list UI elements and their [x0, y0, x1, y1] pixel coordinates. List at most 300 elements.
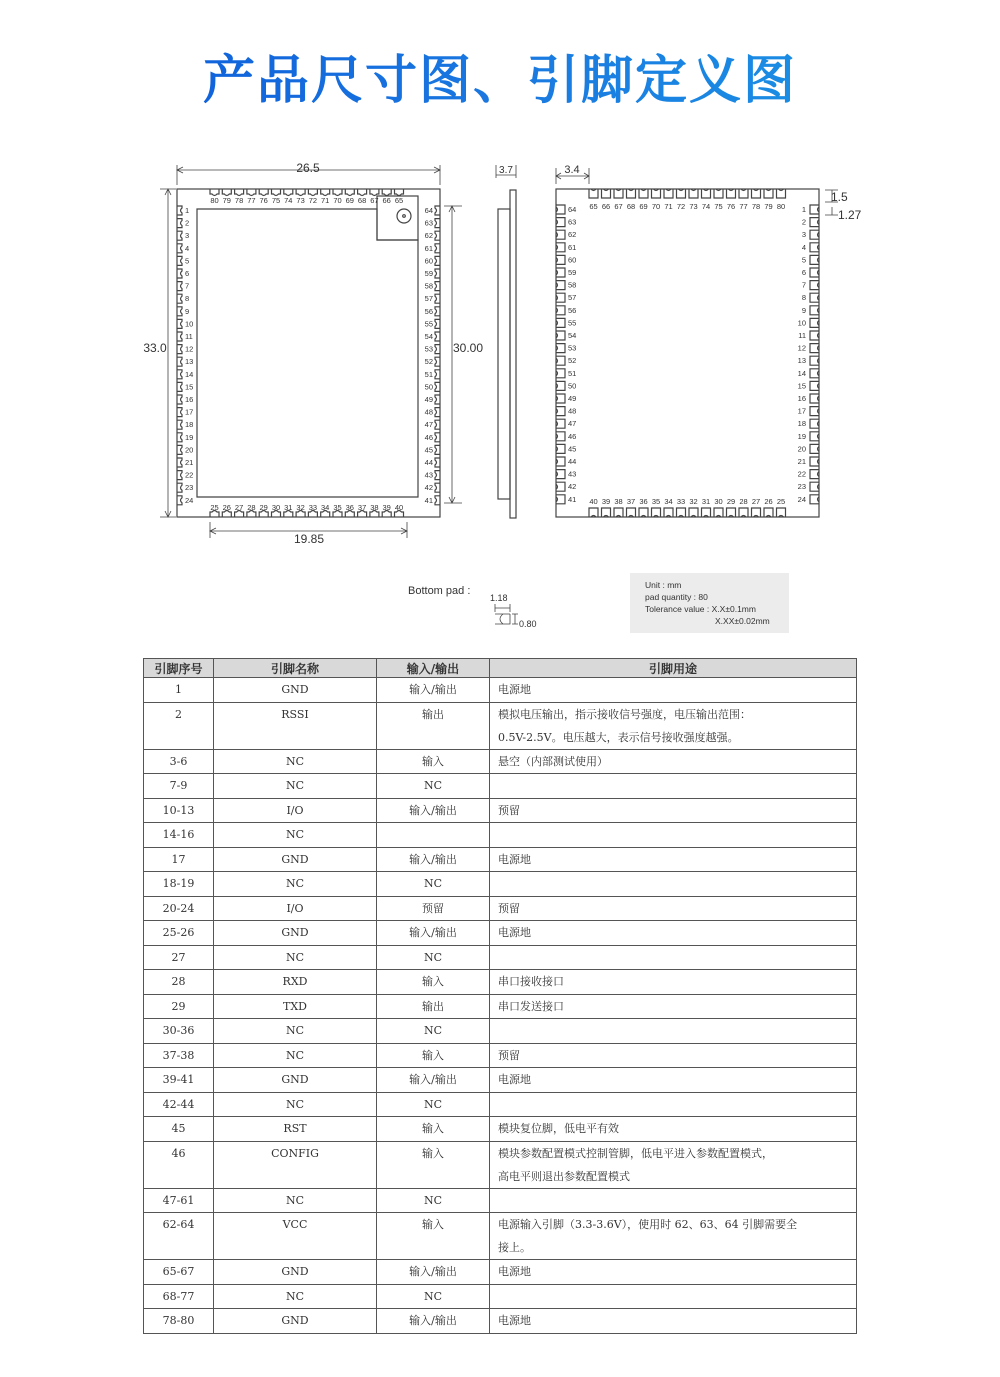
pad-height-dim: 0.80 [519, 619, 537, 629]
pin-label: 10 [797, 318, 806, 328]
pin-label: 70 [651, 202, 661, 211]
pin-label: 57 [424, 294, 433, 304]
tolerance-text-1: Tolerance value : X.X±0.1mm [645, 604, 756, 614]
height-dimension: 33.0 [143, 341, 167, 355]
table-row [144, 847, 857, 872]
usage-line-2: 接上。 [498, 1241, 531, 1254]
pin-label: 33 [308, 503, 318, 512]
pin-usage-cell [490, 1260, 857, 1285]
pin-label: 24 [185, 495, 194, 505]
pin-usage-cell [490, 798, 857, 823]
pin-usage-cell [490, 1188, 857, 1213]
pin-label: 29 [259, 503, 268, 512]
pin-label: 60 [424, 256, 433, 266]
pin-label: 13 [185, 357, 194, 367]
dimension-lines [160, 165, 838, 538]
pin-label: 80 [776, 202, 786, 211]
pin-label: 37 [626, 497, 636, 506]
pin-io-cell: NC [377, 774, 490, 799]
table-row [144, 994, 857, 1019]
pin-name-cell: GND [214, 1260, 377, 1285]
pin-io-cell: 输入 [377, 1141, 490, 1188]
pin-label: 53 [568, 343, 577, 353]
pin-usage-cell [490, 1092, 857, 1117]
pin-label: 71 [664, 202, 673, 211]
pin-label: 74 [284, 196, 293, 205]
table-row [144, 1260, 857, 1285]
pin-label: 15 [797, 381, 806, 391]
tolerance-text-2: X.XX±0.02mm [715, 616, 770, 626]
pin-label: 72 [676, 202, 686, 211]
side-view-drawing [498, 190, 516, 518]
pin-label: 21 [185, 458, 194, 467]
pin-label: 35 [333, 503, 342, 512]
pin-label: 50 [568, 381, 577, 391]
usage-line-1: 预留 [498, 1048, 520, 1062]
pin-name-cell: NC [214, 1092, 377, 1117]
pin-label: 77 [247, 196, 256, 205]
pin-label: 35 [651, 497, 661, 506]
pin-label: 36 [345, 503, 354, 512]
usage-line-1: 悬空（内部测试使用） [498, 754, 608, 768]
table-row [144, 749, 857, 774]
pin-label: 57 [568, 293, 577, 303]
pin-label: 68 [626, 202, 636, 211]
table-row [144, 823, 857, 848]
pin-label: 73 [296, 196, 305, 205]
pin-label: 27 [751, 497, 761, 506]
pin-label: 63 [424, 218, 433, 228]
pin-label: 52 [424, 357, 433, 367]
pin-io-cell: 输入/输出 [377, 1309, 490, 1334]
pin-label: 16 [797, 394, 806, 403]
pin-label: 30 [271, 503, 281, 512]
pin-usage-cell [490, 945, 857, 970]
pin-name-cell: VCC [214, 1213, 377, 1260]
pin-label: 46 [568, 431, 577, 441]
usage-line-1: 串口发送接口 [498, 999, 564, 1013]
pin-definition-table [143, 658, 857, 1334]
table-row [144, 774, 857, 799]
pin-name-cell: RST [214, 1117, 377, 1142]
pin-name-cell: NC [214, 749, 377, 774]
pin-name-cell: CONFIG [214, 1141, 377, 1188]
table-row [144, 1213, 857, 1260]
pin-usage-cell [490, 774, 857, 799]
pin-label: 72 [308, 196, 318, 205]
pin-label: 59 [568, 268, 577, 277]
pin-label: 20 [797, 444, 806, 454]
pin-no-cell: 20-24 [144, 896, 214, 921]
pin-io-cell: 输出 [377, 702, 490, 749]
pin-label: 9 [185, 306, 190, 316]
pin-label: 21 [797, 457, 806, 466]
table-row [144, 1092, 857, 1117]
pin-name-cell: RSSI [214, 702, 377, 749]
table-row [144, 970, 857, 995]
pin-label: 6 [801, 268, 806, 277]
pin-name-cell: GND [214, 847, 377, 872]
pin-no-cell: 14-16 [144, 823, 214, 848]
pin-name-cell: GND [214, 678, 377, 703]
pin-name-cell: NC [214, 945, 377, 970]
pin-label: 54 [568, 331, 577, 340]
pin-label: 64 [424, 206, 433, 215]
pin-no-cell: 47-61 [144, 1188, 214, 1213]
pin-label: 65 [589, 202, 598, 211]
usage-line-2: 高电平则退出参数配置模式 [498, 1169, 630, 1183]
header-io: 输入/输出 [377, 659, 490, 678]
table-row [144, 1117, 857, 1142]
pin-label: 34 [664, 497, 673, 506]
pin-label: 8 [185, 294, 190, 304]
table-row [144, 896, 857, 921]
pin-label: 29 [726, 497, 736, 506]
table-row [144, 921, 857, 946]
pin-label: 8 [801, 293, 806, 303]
pin-label: 23 [185, 483, 194, 493]
pin-label: 25 [776, 497, 786, 506]
pin-label: 61 [568, 242, 577, 252]
pin-label: 32 [296, 503, 305, 512]
pin-io-cell: NC [377, 1188, 490, 1213]
pin-no-cell: 27 [144, 945, 214, 970]
pin-usage-cell [490, 1117, 857, 1142]
pin-usage-cell [490, 896, 857, 921]
pin-name-cell: GND [214, 1068, 377, 1093]
pin-name-cell: GND [214, 921, 377, 946]
pin-label: 10 [185, 319, 194, 329]
pin-label: 17 [185, 407, 194, 417]
pin-label: 69 [345, 196, 354, 205]
pin-label: 71 [321, 196, 330, 205]
pin-label: 63 [568, 217, 577, 227]
pitch-dimension: 1.27 [838, 208, 862, 222]
pin-label: 75 [271, 196, 281, 205]
usage-line-1: 串口接收接口 [498, 975, 564, 988]
pin-label: 18 [797, 419, 806, 429]
pin-name-cell: I/O [214, 896, 377, 921]
bottom-span-dimension: 19.85 [293, 532, 325, 546]
usage-line-1: 电源地 [498, 683, 531, 696]
inner-height-dimension: 30.00 [452, 341, 484, 355]
pin-label: 20 [185, 445, 194, 455]
table-row [144, 702, 857, 749]
pin-name-cell: NC [214, 1043, 377, 1068]
pin-usage-cell [490, 970, 857, 995]
pin-usage-cell [490, 823, 857, 848]
pin-label: 2 [801, 217, 806, 227]
pin-label: 58 [424, 281, 433, 291]
pin-name-cell: NC [214, 774, 377, 799]
pin-label: 31 [701, 497, 711, 506]
pin-label: 37 [357, 503, 367, 512]
pin-label: 5 [185, 256, 190, 266]
pin-label: 52 [568, 356, 577, 366]
pin-label: 18 [185, 420, 194, 430]
pin-label: 40 [394, 503, 404, 512]
pin-name-cell: NC [214, 1019, 377, 1044]
pin-label: 3 [801, 230, 806, 240]
pin-label: 40 [589, 497, 598, 506]
pin-no-cell: 39-41 [144, 1068, 214, 1093]
pin-label: 75 [714, 202, 723, 211]
pin-io-cell: NC [377, 945, 490, 970]
pin-io-cell: 输入 [377, 1117, 490, 1142]
pin-io-cell: 输入/输出 [377, 798, 490, 823]
usage-line-1: 电源地 [498, 926, 531, 939]
pin-label: 58 [568, 280, 577, 290]
pin-label: 22 [797, 469, 806, 479]
pin-no-cell: 18-19 [144, 872, 214, 897]
usage-line-1: 电源输入引脚（3.3-3.6V），使用时 62、63、64 引脚需要全 [498, 1218, 798, 1231]
pin-usage-cell [490, 847, 857, 872]
pin-label: 62 [424, 231, 433, 241]
pin-label: 44 [568, 457, 577, 466]
pin-label: 31 [284, 503, 293, 512]
pin-usage-cell [490, 994, 857, 1019]
pin-label: 54 [424, 332, 433, 341]
pin-label: 53 [424, 344, 433, 354]
pin-label: 1 [185, 206, 190, 215]
table-row [144, 1068, 857, 1093]
table-row [144, 798, 857, 823]
pin-no-cell: 68-77 [144, 1284, 214, 1309]
pin-label: 78 [234, 196, 244, 205]
pin-label: 55 [424, 319, 433, 329]
pin-usage-cell [490, 921, 857, 946]
pin-name-cell: NC [214, 872, 377, 897]
pin-label: 79 [222, 196, 231, 205]
spec-info-box [630, 573, 789, 633]
pin-no-cell: 46 [144, 1141, 214, 1188]
usage-line-1: 预留 [498, 803, 520, 817]
pin-label: 65 [394, 196, 404, 205]
pin-io-cell: 输出 [377, 994, 490, 1019]
pin-no-cell: 78-80 [144, 1309, 214, 1334]
pin-label: 4 [185, 243, 190, 253]
pin-io-cell: NC [377, 1092, 490, 1117]
pin-no-cell: 65-67 [144, 1260, 214, 1285]
pin-label: 28 [739, 497, 748, 506]
pin-label: 51 [568, 368, 577, 378]
pin-label: 50 [424, 382, 433, 392]
pin-label: 43 [424, 470, 433, 480]
usage-line-2: 0.5V-2.5V。电压越大，表示信号接收强度越强。 [498, 730, 739, 744]
pin-label: 23 [797, 482, 806, 492]
pin-usage-cell [490, 749, 857, 774]
top-view-drawing [177, 189, 440, 517]
pin-label: 26 [222, 503, 231, 512]
pin-label: 34 [321, 503, 330, 512]
pin-label: 38 [370, 503, 379, 512]
pin-usage-cell [490, 702, 857, 749]
pin-no-cell: 28 [144, 970, 214, 995]
pin-no-cell: 17 [144, 847, 214, 872]
pin-label: 43 [568, 469, 577, 479]
pin-label: 49 [424, 395, 433, 404]
pad-edge-dimension: 1.5 [831, 190, 848, 204]
pin-label: 19 [185, 432, 194, 442]
pin-label: 70 [333, 196, 342, 205]
pin-name-cell: NC [214, 1284, 377, 1309]
pin-label: 47 [424, 420, 433, 430]
header-usage: 引脚用途 [490, 659, 857, 678]
pin-label: 60 [568, 255, 577, 265]
pin-label: 26 [764, 497, 773, 506]
usage-line-1: 预留 [498, 901, 520, 915]
pin-io-cell: 输入 [377, 749, 490, 774]
pin-label: 7 [801, 280, 806, 290]
usage-line-1: 模块参数配置模式控制管脚，低电平进入参数配置模式， [498, 1146, 773, 1160]
pin-label: 45 [568, 444, 577, 454]
pin-name-cell: NC [214, 1188, 377, 1213]
table-row [144, 1284, 857, 1309]
pin-label: 67 [614, 202, 623, 211]
pin-label: 12 [185, 344, 194, 354]
pin-io-cell: 预留 [377, 896, 490, 921]
pin-usage-cell [490, 872, 857, 897]
usage-line-1: 电源地 [498, 852, 531, 866]
pin-label: 14 [185, 369, 194, 379]
pin-label: 44 [424, 458, 433, 467]
table-header-row [144, 659, 857, 678]
header-pin-no: 引脚序号 [144, 659, 214, 678]
pin-io-cell: 输入/输出 [377, 1068, 490, 1093]
pin-label: 24 [797, 494, 806, 504]
pin-label: 3 [185, 231, 190, 241]
pin-io-cell: 输入/输出 [377, 921, 490, 946]
header-pin-name: 引脚名称 [214, 659, 377, 678]
pin-no-cell: 10-13 [144, 798, 214, 823]
pin-label: 67 [370, 196, 379, 205]
pin-usage-cell [490, 1068, 857, 1093]
table-row [144, 1188, 857, 1213]
pin-label: 16 [185, 395, 194, 404]
pin-io-cell: 输入/输出 [377, 847, 490, 872]
pin-name-cell: GND [214, 1309, 377, 1334]
pin-no-cell: 25-26 [144, 921, 214, 946]
page-title: 产品尺寸图、引脚定义图 [0, 38, 1000, 113]
pin-usage-cell [490, 1284, 857, 1309]
pin-label: 74 [701, 202, 711, 211]
dimension-drawing [0, 150, 1000, 570]
unit-text: Unit : mm [645, 580, 682, 590]
pin-label: 66 [601, 202, 611, 211]
pin-label: 15 [185, 382, 194, 392]
pin-label: 42 [424, 483, 433, 493]
table-row [144, 945, 857, 970]
pin-label: 48 [568, 406, 577, 416]
pin-label: 61 [424, 243, 433, 253]
pin-label: 25 [210, 503, 219, 512]
pin-label: 28 [247, 503, 256, 512]
pin-label: 55 [568, 318, 577, 328]
pin-label: 1 [801, 205, 806, 214]
bottom-view-drawing [556, 189, 819, 517]
table-row [144, 1043, 857, 1068]
thickness-dimension: 3.7 [499, 165, 513, 176]
pin-label: 36 [639, 497, 648, 506]
table-row [144, 1309, 857, 1334]
table-row [144, 872, 857, 897]
pin-label: 69 [639, 202, 648, 211]
pin-io-cell: 输入 [377, 970, 490, 995]
usage-line-1: 模拟电压输出，指示接收信号强度，电压输出范围： [498, 707, 751, 721]
pin-label: 33 [676, 497, 686, 506]
pin-label: 38 [614, 497, 623, 506]
pin-label: 30 [714, 497, 723, 506]
pin-label: 22 [185, 470, 194, 480]
pin-no-cell: 1 [144, 678, 214, 703]
pin-no-cell: 42-44 [144, 1092, 214, 1117]
pin-label: 76 [259, 196, 268, 205]
usage-line-1: 模块复位脚，低电平有效 [498, 1122, 619, 1135]
pin-label: 41 [568, 494, 577, 504]
pin-label: 14 [797, 368, 806, 378]
table-row [144, 678, 857, 703]
pin-usage-cell [490, 1019, 857, 1044]
bottom-pad-label: Bottom pad : [408, 585, 471, 597]
pin-io-cell [377, 823, 490, 848]
pin-name-cell: TXD [214, 994, 377, 1019]
pin-usage-cell [490, 1043, 857, 1068]
pin-label: 2 [185, 218, 190, 228]
pin-no-cell: 7-9 [144, 774, 214, 799]
pin-io-cell: 输入/输出 [377, 678, 490, 703]
width-dimension: 26.5 [296, 161, 320, 175]
pin-label: 6 [185, 269, 190, 278]
usage-line-1: 电源地 [498, 1265, 531, 1278]
pin-label: 5 [801, 255, 806, 265]
pin-label: 39 [382, 503, 391, 512]
pin-io-cell: 输入 [377, 1043, 490, 1068]
pin-label: 80 [210, 196, 219, 205]
offset-dimension: 3.4 [564, 164, 580, 176]
pin-label: 59 [424, 269, 433, 278]
pin-io-cell: 输入 [377, 1213, 490, 1260]
pin-no-cell: 3-6 [144, 749, 214, 774]
pin-label: 17 [797, 406, 806, 416]
pin-name-cell: I/O [214, 798, 377, 823]
pin-label: 51 [424, 369, 433, 379]
pin-label: 66 [382, 196, 391, 205]
pin-label: 49 [568, 394, 577, 403]
pin-no-cell: 37-38 [144, 1043, 214, 1068]
usage-line-1: 电源地 [498, 1314, 531, 1327]
pin-label: 11 [185, 332, 193, 341]
pad-width-dim: 1.18 [490, 593, 508, 603]
pin-label: 11 [798, 331, 806, 340]
pin-name-cell: NC [214, 823, 377, 848]
pin-label: 45 [424, 445, 433, 455]
pin-label: 42 [568, 482, 577, 492]
pin-no-cell: 30-36 [144, 1019, 214, 1044]
pin-io-cell: NC [377, 1019, 490, 1044]
pin-label: 68 [357, 196, 367, 205]
pin-label: 78 [751, 202, 761, 211]
pin-label: 62 [568, 230, 577, 240]
pin-io-cell: NC [377, 872, 490, 897]
pin-label: 9 [801, 305, 806, 315]
pin-label: 77 [739, 202, 748, 211]
pin-label: 47 [568, 419, 577, 429]
pin-label: 76 [726, 202, 736, 211]
pin-label: 64 [568, 205, 577, 214]
pin-label: 32 [689, 497, 698, 506]
pin-label: 39 [601, 497, 611, 506]
pin-label: 19 [797, 431, 806, 441]
